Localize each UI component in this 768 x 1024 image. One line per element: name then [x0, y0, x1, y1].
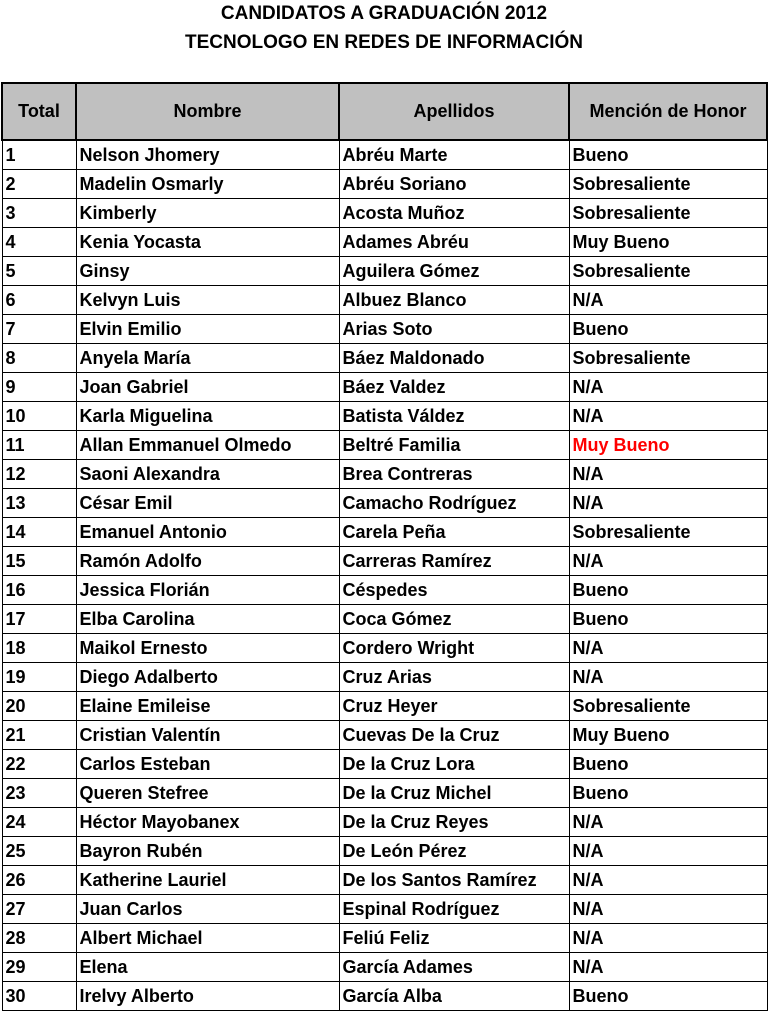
- cell-nombre: Queren Stefree: [76, 779, 339, 808]
- cell-total: 19: [2, 663, 76, 692]
- cell-total: 15: [2, 547, 76, 576]
- cell-total: 4: [2, 228, 76, 257]
- table-row: [2, 170, 767, 199]
- cell-apellidos: Acosta Muñoz: [339, 199, 569, 228]
- cell-apellidos: Cuevas De la Cruz: [339, 721, 569, 750]
- cell-apellidos: De los Santos Ramírez: [339, 866, 569, 895]
- table-row: [2, 924, 767, 953]
- cell-apellidos: Coca Gómez: [339, 605, 569, 634]
- cell-nombre: Emanuel Antonio: [76, 518, 339, 547]
- cell-mencion: Bueno: [569, 982, 767, 1011]
- cell-total: 9: [2, 373, 76, 402]
- cell-nombre: Elvin Emilio: [76, 315, 339, 344]
- table-row: [2, 460, 767, 489]
- table-row: [2, 402, 767, 431]
- cell-total: 23: [2, 779, 76, 808]
- cell-total: 22: [2, 750, 76, 779]
- cell-mencion: Bueno: [569, 576, 767, 605]
- cell-apellidos: Cordero Wright: [339, 634, 569, 663]
- cell-mencion: Sobresaliente: [569, 692, 767, 721]
- cell-nombre: Elena: [76, 953, 339, 982]
- cell-nombre: César Emil: [76, 489, 339, 518]
- cell-mencion: N/A: [569, 489, 767, 518]
- cell-mencion: N/A: [569, 663, 767, 692]
- cell-nombre: Kimberly: [76, 199, 339, 228]
- table-row: [2, 199, 767, 228]
- header-row: [2, 83, 767, 140]
- cell-apellidos: Báez Maldonado: [339, 344, 569, 373]
- cell-apellidos: Beltré Familia: [339, 431, 569, 460]
- cell-nombre: Maikol Ernesto: [76, 634, 339, 663]
- table-row: [2, 140, 767, 170]
- header-nombre: Nombre: [76, 83, 339, 140]
- table-row: [2, 518, 767, 547]
- table-row: [2, 953, 767, 982]
- cell-total: 12: [2, 460, 76, 489]
- cell-apellidos: Adames Abréu: [339, 228, 569, 257]
- cell-mencion: N/A: [569, 808, 767, 837]
- cell-mencion: N/A: [569, 402, 767, 431]
- cell-mencion: Muy Bueno: [569, 721, 767, 750]
- cell-nombre: Ramón Adolfo: [76, 547, 339, 576]
- document-subtitle: TECNOLOGO EN REDES DE INFORMACIÓN: [185, 32, 583, 53]
- cell-apellidos: García Alba: [339, 982, 569, 1011]
- cell-nombre: Irelvy Alberto: [76, 982, 339, 1011]
- table-row: [2, 489, 767, 518]
- cell-mencion: Sobresaliente: [569, 170, 767, 199]
- cell-apellidos: De la Cruz Michel: [339, 779, 569, 808]
- table-row: [2, 431, 767, 460]
- cell-apellidos: De la Cruz Reyes: [339, 808, 569, 837]
- cell-mencion: Sobresaliente: [569, 344, 767, 373]
- cell-total: 27: [2, 895, 76, 924]
- cell-total: 13: [2, 489, 76, 518]
- table-row: [2, 373, 767, 402]
- cell-apellidos: Camacho Rodríguez: [339, 489, 569, 518]
- cell-mencion: N/A: [569, 373, 767, 402]
- cell-nombre: Kenia Yocasta: [76, 228, 339, 257]
- cell-total: 3: [2, 199, 76, 228]
- table-row: [2, 228, 767, 257]
- table-row: [2, 692, 767, 721]
- header-mencion: Mención de Honor: [569, 83, 767, 140]
- cell-total: 5: [2, 257, 76, 286]
- cell-nombre: Joan Gabriel: [76, 373, 339, 402]
- cell-nombre: Anyela María: [76, 344, 339, 373]
- cell-mencion: Bueno: [569, 140, 767, 170]
- table-row: [2, 663, 767, 692]
- cell-total: 21: [2, 721, 76, 750]
- cell-total: 8: [2, 344, 76, 373]
- cell-mencion: Sobresaliente: [569, 518, 767, 547]
- cell-nombre: Elba Carolina: [76, 605, 339, 634]
- cell-nombre: Jessica Florián: [76, 576, 339, 605]
- cell-mencion: N/A: [569, 895, 767, 924]
- cell-total: 28: [2, 924, 76, 953]
- cell-total: 16: [2, 576, 76, 605]
- cell-mencion: Muy Bueno: [569, 431, 767, 460]
- cell-mencion: Bueno: [569, 605, 767, 634]
- table-row: [2, 547, 767, 576]
- table-row: [2, 344, 767, 373]
- table-row: [2, 895, 767, 924]
- cell-apellidos: Báez Valdez: [339, 373, 569, 402]
- cell-total: 11: [2, 431, 76, 460]
- cell-nombre: Albert Michael: [76, 924, 339, 953]
- cell-mencion: Bueno: [569, 779, 767, 808]
- cell-nombre: Diego Adalberto: [76, 663, 339, 692]
- cell-total: 24: [2, 808, 76, 837]
- cell-apellidos: Cruz Heyer: [339, 692, 569, 721]
- table-row: [2, 315, 767, 344]
- cell-mencion: Muy Bueno: [569, 228, 767, 257]
- cell-mencion: N/A: [569, 460, 767, 489]
- table-row: [2, 837, 767, 866]
- cell-total: 26: [2, 866, 76, 895]
- cell-total: 6: [2, 286, 76, 315]
- cell-nombre: Allan Emmanuel Olmedo: [76, 431, 339, 460]
- cell-total: 20: [2, 692, 76, 721]
- table-row: [2, 634, 767, 663]
- cell-mencion: N/A: [569, 547, 767, 576]
- table-row: [2, 808, 767, 837]
- cell-nombre: Elaine Emileise: [76, 692, 339, 721]
- cell-total: 18: [2, 634, 76, 663]
- cell-apellidos: Carela Peña: [339, 518, 569, 547]
- cell-apellidos: Abréu Soriano: [339, 170, 569, 199]
- cell-apellidos: De la Cruz Lora: [339, 750, 569, 779]
- cell-nombre: Katherine Lauriel: [76, 866, 339, 895]
- cell-mencion: N/A: [569, 837, 767, 866]
- cell-apellidos: Feliú Feliz: [339, 924, 569, 953]
- table-row: [2, 750, 767, 779]
- cell-total: 14: [2, 518, 76, 547]
- cell-mencion: Bueno: [569, 315, 767, 344]
- cell-total: 7: [2, 315, 76, 344]
- cell-total: 17: [2, 605, 76, 634]
- cell-nombre: Kelvyn Luis: [76, 286, 339, 315]
- cell-mencion: N/A: [569, 866, 767, 895]
- cell-nombre: Héctor Mayobanex: [76, 808, 339, 837]
- cell-apellidos: Albuez Blanco: [339, 286, 569, 315]
- cell-total: 29: [2, 953, 76, 982]
- table-row: [2, 982, 767, 1011]
- table-row: [2, 605, 767, 634]
- cell-nombre: Ginsy: [76, 257, 339, 286]
- header-total: Total: [2, 83, 76, 140]
- cell-nombre: Karla Miguelina: [76, 402, 339, 431]
- cell-mencion: N/A: [569, 634, 767, 663]
- cell-total: 2: [2, 170, 76, 199]
- cell-total: 25: [2, 837, 76, 866]
- cell-apellidos: Brea Contreras: [339, 460, 569, 489]
- cell-nombre: Cristian Valentín: [76, 721, 339, 750]
- cell-apellidos: Aguilera Gómez: [339, 257, 569, 286]
- document-title: CANDIDATOS A GRADUACIÓN 2012: [220, 3, 548, 24]
- cell-total: 10: [2, 402, 76, 431]
- cell-apellidos: De León Pérez: [339, 837, 569, 866]
- cell-mencion: N/A: [569, 953, 767, 982]
- cell-apellidos: Batista Váldez: [339, 402, 569, 431]
- cell-nombre: Nelson Jhomery: [76, 140, 339, 170]
- cell-nombre: Juan Carlos: [76, 895, 339, 924]
- cell-apellidos: Carreras Ramírez: [339, 547, 569, 576]
- cell-apellidos: Céspedes: [339, 576, 569, 605]
- cell-mencion: Sobresaliente: [569, 199, 767, 228]
- cell-nombre: Carlos Esteban: [76, 750, 339, 779]
- cell-apellidos: Espinal Rodríguez: [339, 895, 569, 924]
- cell-total: 30: [2, 982, 76, 1011]
- cell-apellidos: Abréu Marte: [339, 140, 569, 170]
- cell-apellidos: Cruz Arias: [339, 663, 569, 692]
- cell-total: 1: [2, 140, 76, 170]
- cell-mencion: Sobresaliente: [569, 257, 767, 286]
- cell-apellidos: Arias Soto: [339, 315, 569, 344]
- cell-apellidos: García Adames: [339, 953, 569, 982]
- cell-mencion: Bueno: [569, 750, 767, 779]
- header-apellidos: Apellidos: [339, 83, 569, 140]
- cell-nombre: Saoni Alexandra: [76, 460, 339, 489]
- candidates-table: [1, 82, 768, 1011]
- cell-mencion: N/A: [569, 286, 767, 315]
- table-row: [2, 576, 767, 605]
- table-row: [2, 257, 767, 286]
- table-row: [2, 286, 767, 315]
- cell-nombre: Madelin Osmarly: [76, 170, 339, 199]
- table-row: [2, 866, 767, 895]
- table-row: [2, 779, 767, 808]
- cell-nombre: Bayron Rubén: [76, 837, 339, 866]
- table-row: [2, 721, 767, 750]
- cell-mencion: N/A: [569, 924, 767, 953]
